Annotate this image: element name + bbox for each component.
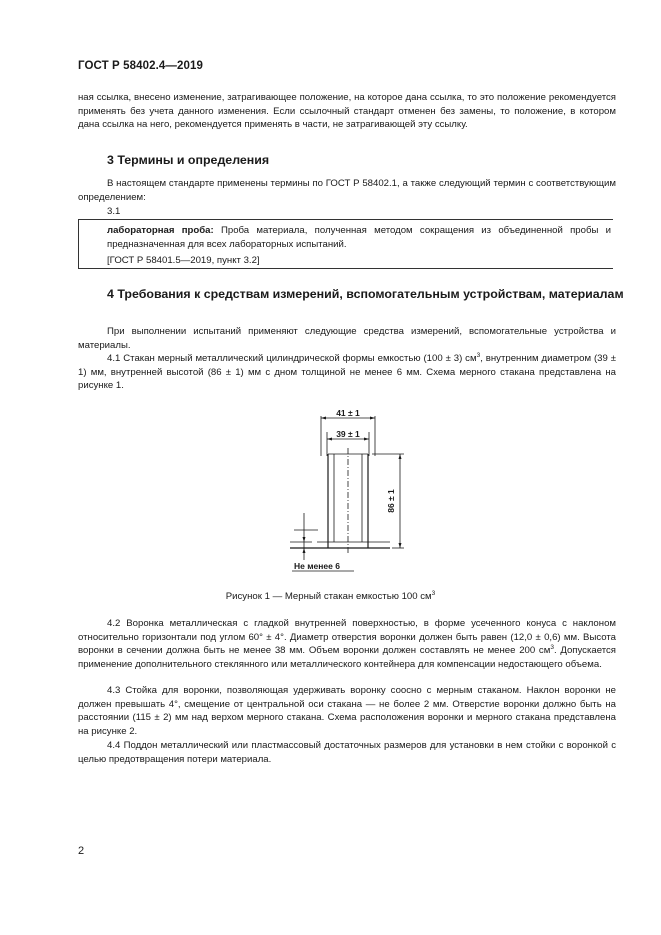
superscript: 3 [550, 644, 554, 652]
inner-diameter-label: 39 ± 1 [336, 429, 360, 439]
paragraph-4-1-text-b: , внутренним диаметром (39 ± 1) мм, внутренней высотой (86 ± 1) мм с дном толщиной не менее 6 мм. Схема мерного стакана представлена на рисунке 1. [78, 353, 616, 392]
term-number: 3.1 [107, 206, 121, 217]
figure-1-measuring-cup-drawing [280, 408, 420, 580]
arrowhead [327, 438, 332, 441]
outer-diameter-label: 41 ± 1 [336, 408, 360, 418]
term-box [78, 219, 613, 269]
paragraph-4-2 [78, 617, 616, 671]
paragraph-4-1 [78, 352, 616, 393]
paragraph-4-2-text-a: 4.2 Воронка металлическая с гладкой внутренней поверхностью, в форме усеченного конуса с наклоном относительно горизонтали под углом 60° ± 4°. Диаметр отверстия воронки должен быть равен (12,0 ± 0,6) мм. Высота воронки в сечении должна быть не менее 38 мм. Объем воронки должен составлять не менее 200 см [78, 618, 616, 657]
term-definition: Проба материала, полученная методом сокращения из объединенной пробы и предназначенная для всех лабораторных испытаний. [107, 225, 611, 250]
document-header: ГОСТ Р 58402.4—2019 [78, 60, 203, 72]
height-label: 86 ± 1 [386, 489, 396, 513]
arrowhead [364, 438, 369, 441]
term-name: лабораторная проба: [107, 225, 214, 236]
arrowhead [303, 548, 306, 553]
page-number: 2 [78, 845, 85, 857]
superscript: 3 [476, 352, 481, 359]
term-definition-block [107, 224, 611, 251]
arrowhead [399, 543, 402, 548]
caption-text: Рисунок 1 — Мерный стакан емкостью 100 см [225, 591, 432, 602]
bottom-thickness-label: Не менее 6 [294, 561, 340, 571]
arrowhead [370, 417, 375, 420]
section-3-paragraph: В настоящем стандарте применены термины по ГОСТ Р 58402.1, а также следующий термин с соответствующим определением: [78, 178, 616, 203]
paragraph-4-4: 4.4 Поддон металлический или пластмассовый достаточных размеров для установки в нем стойки с воронкой с целью предотвращения потери материала. [78, 740, 616, 765]
section-4-intro: При выполнении испытаний применяют следующие средства измерений, вспомогательные устройства и материалы. [78, 326, 616, 351]
paragraph-4-1-text-a: 4.1 Стакан мерный металлический цилиндрической формы емкостью (100 ± 3) см [107, 353, 477, 364]
term-source: [ГОСТ Р 58401.5—2019, пункт 3.2] [107, 255, 260, 266]
arrowhead [399, 454, 402, 459]
paragraph-4-2-text-b: . Допускается применение дополнительного стеклянного или металлического контейнера для компенсации недостающего объема. [78, 645, 617, 670]
superscript: 3 [431, 590, 436, 597]
section-3-title: 3 Термины и определения [107, 153, 270, 167]
figure-1-caption [0, 591, 661, 602]
arrowhead [321, 417, 326, 420]
arrowhead [303, 537, 306, 542]
intro-paragraph: ная ссылка, внесено изменение, затрагивающее положение, на которое дана ссылка, то это положение рекомендуется применять без учета данного изменения. Если ссылочный стандарт отменен без замены, то положение, в котором дана ссылка на него, рекомендуется применять в части, не затрагивающей эту ссылку. [78, 92, 616, 131]
paragraph-4-3: 4.3 Стойка для воронки, позволяющая удерживать воронку соосно с мерным стаканом. Наклон воронки не должен превышать 4°, смещение от центральной оси стакана — не более 2 мм. Отверстие воронки должно быть на расстоянии (115 ± 2) мм над верхом мерного стакана. Схема расположения воронки и мерного стакана представлена на рисунке 2. [78, 685, 616, 737]
section-4-title: 4 Требования к средствам измерений, вспомогательным устройствам, материалам [107, 287, 624, 301]
